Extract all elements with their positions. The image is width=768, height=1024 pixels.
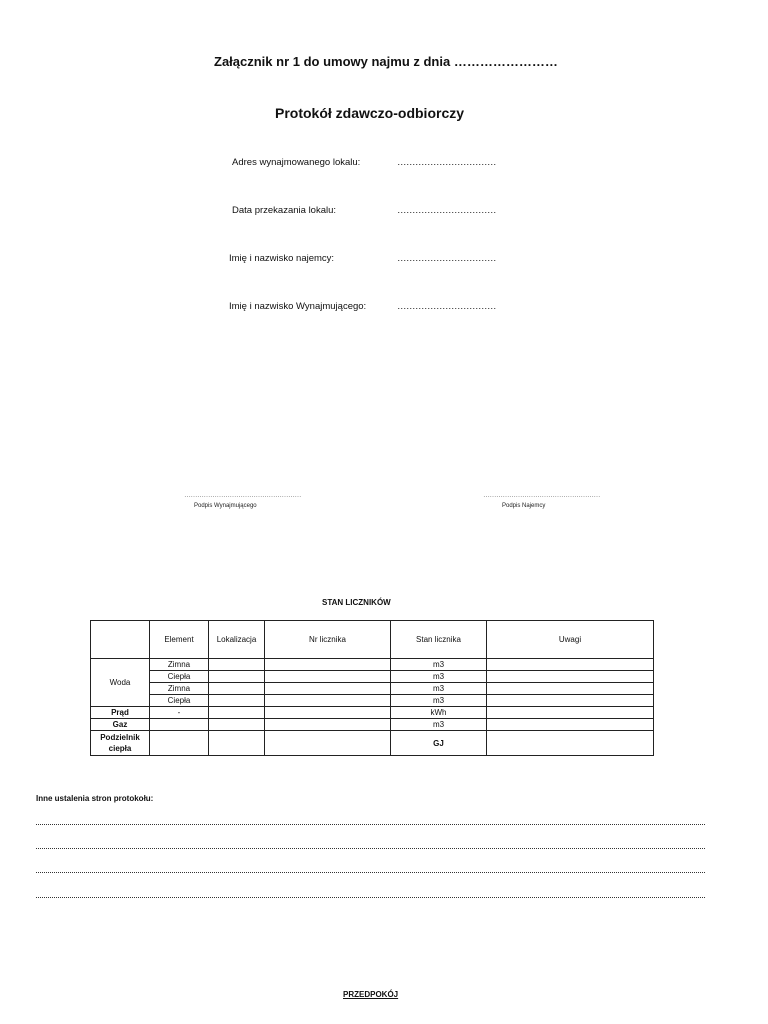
table-row bbox=[91, 731, 654, 756]
meter-group-water: Woda bbox=[91, 659, 150, 707]
meter-notes-cell[interactable] bbox=[487, 659, 654, 671]
meter-number-cell[interactable] bbox=[265, 719, 391, 731]
meters-table bbox=[90, 620, 654, 756]
signature-line-tenant: ……………………………………………… bbox=[483, 492, 600, 499]
table-row bbox=[91, 659, 654, 671]
table-row bbox=[91, 671, 654, 683]
meter-unit: m3 bbox=[391, 683, 487, 695]
other-arrangements-line[interactable] bbox=[36, 897, 705, 898]
meter-group-gas: Gaz bbox=[91, 719, 150, 731]
table-header-cell bbox=[91, 621, 150, 659]
field-label-tenant-name: Imię i nazwisko najemcy: bbox=[229, 253, 335, 264]
field-value-tenant-name: …………………………… bbox=[397, 253, 496, 264]
meter-location-cell[interactable] bbox=[209, 671, 265, 683]
table-row bbox=[91, 683, 654, 695]
meter-notes-cell[interactable] bbox=[487, 695, 654, 707]
field-value-address: …………………………… bbox=[397, 157, 496, 168]
table-header-cell: Nr licznika bbox=[265, 621, 391, 659]
meter-notes-cell[interactable] bbox=[487, 671, 654, 683]
meter-element bbox=[150, 719, 209, 731]
section-heading-hallway: PRZEDPOKÓJ bbox=[343, 990, 399, 999]
meter-number-cell[interactable] bbox=[265, 695, 391, 707]
meter-notes-cell[interactable] bbox=[487, 731, 654, 756]
table-row bbox=[91, 719, 654, 731]
meter-element: Zimna bbox=[150, 683, 209, 695]
signature-line-landlord: ……………………………………………… bbox=[184, 492, 301, 499]
meters-section-title: STAN LICZNIKÓW bbox=[322, 598, 391, 607]
signature-label-tenant: Podpis Najemcy bbox=[502, 503, 546, 509]
meter-element bbox=[150, 731, 209, 756]
meter-notes-cell[interactable] bbox=[487, 719, 654, 731]
field-label-address: Adres wynajmowanego lokalu: bbox=[232, 157, 361, 168]
meter-location-cell[interactable] bbox=[209, 707, 265, 719]
other-arrangements-line[interactable] bbox=[36, 848, 705, 849]
meter-number-cell[interactable] bbox=[265, 671, 391, 683]
meter-number-cell[interactable] bbox=[265, 659, 391, 671]
meter-element: Ciepła bbox=[150, 671, 209, 683]
table-header-cell: Uwagi bbox=[487, 621, 654, 659]
document-subtitle: Protokół zdawczo-odbiorczy bbox=[275, 105, 465, 121]
meter-location-cell[interactable] bbox=[209, 695, 265, 707]
table-header-row bbox=[91, 621, 654, 659]
meter-unit: m3 bbox=[391, 695, 487, 707]
meter-notes-cell[interactable] bbox=[487, 683, 654, 695]
meter-number-cell[interactable] bbox=[265, 707, 391, 719]
meter-unit: m3 bbox=[391, 671, 487, 683]
table-row bbox=[91, 695, 654, 707]
field-value-handover-date: …………………………… bbox=[397, 205, 496, 216]
other-arrangements-line[interactable] bbox=[36, 824, 705, 825]
meter-group-heat: Podzielnik ciepła bbox=[91, 731, 150, 756]
table-header-cell: Element bbox=[150, 621, 209, 659]
meter-unit: GJ bbox=[391, 731, 487, 756]
other-arrangements-label: Inne ustalenia stron protokołu: bbox=[36, 794, 154, 803]
meter-location-cell[interactable] bbox=[209, 659, 265, 671]
field-value-landlord-name: …………………………… bbox=[397, 301, 496, 312]
other-arrangements-line[interactable] bbox=[36, 872, 705, 873]
meter-location-cell[interactable] bbox=[209, 719, 265, 731]
meter-location-cell[interactable] bbox=[209, 731, 265, 756]
meter-group-power: Prąd bbox=[91, 707, 150, 719]
table-row bbox=[91, 707, 654, 719]
signature-label-landlord: Podpis Wynajmującego bbox=[194, 503, 257, 509]
field-label-landlord-name: Imię i nazwisko Wynajmującego: bbox=[229, 301, 367, 312]
table-header-cell: Stan licznika bbox=[391, 621, 487, 659]
meter-element: Ciepła bbox=[150, 695, 209, 707]
meter-unit: kWh bbox=[391, 707, 487, 719]
meter-element: - bbox=[150, 707, 209, 719]
meter-unit: m3 bbox=[391, 659, 487, 671]
meter-unit: m3 bbox=[391, 719, 487, 731]
field-label-handover-date: Data przekazania lokalu: bbox=[232, 205, 337, 216]
meter-number-cell[interactable] bbox=[265, 683, 391, 695]
meter-notes-cell[interactable] bbox=[487, 707, 654, 719]
meter-location-cell[interactable] bbox=[209, 683, 265, 695]
table-header-cell: Lokalizacja bbox=[209, 621, 265, 659]
meter-element: Zimna bbox=[150, 659, 209, 671]
meter-number-cell[interactable] bbox=[265, 731, 391, 756]
